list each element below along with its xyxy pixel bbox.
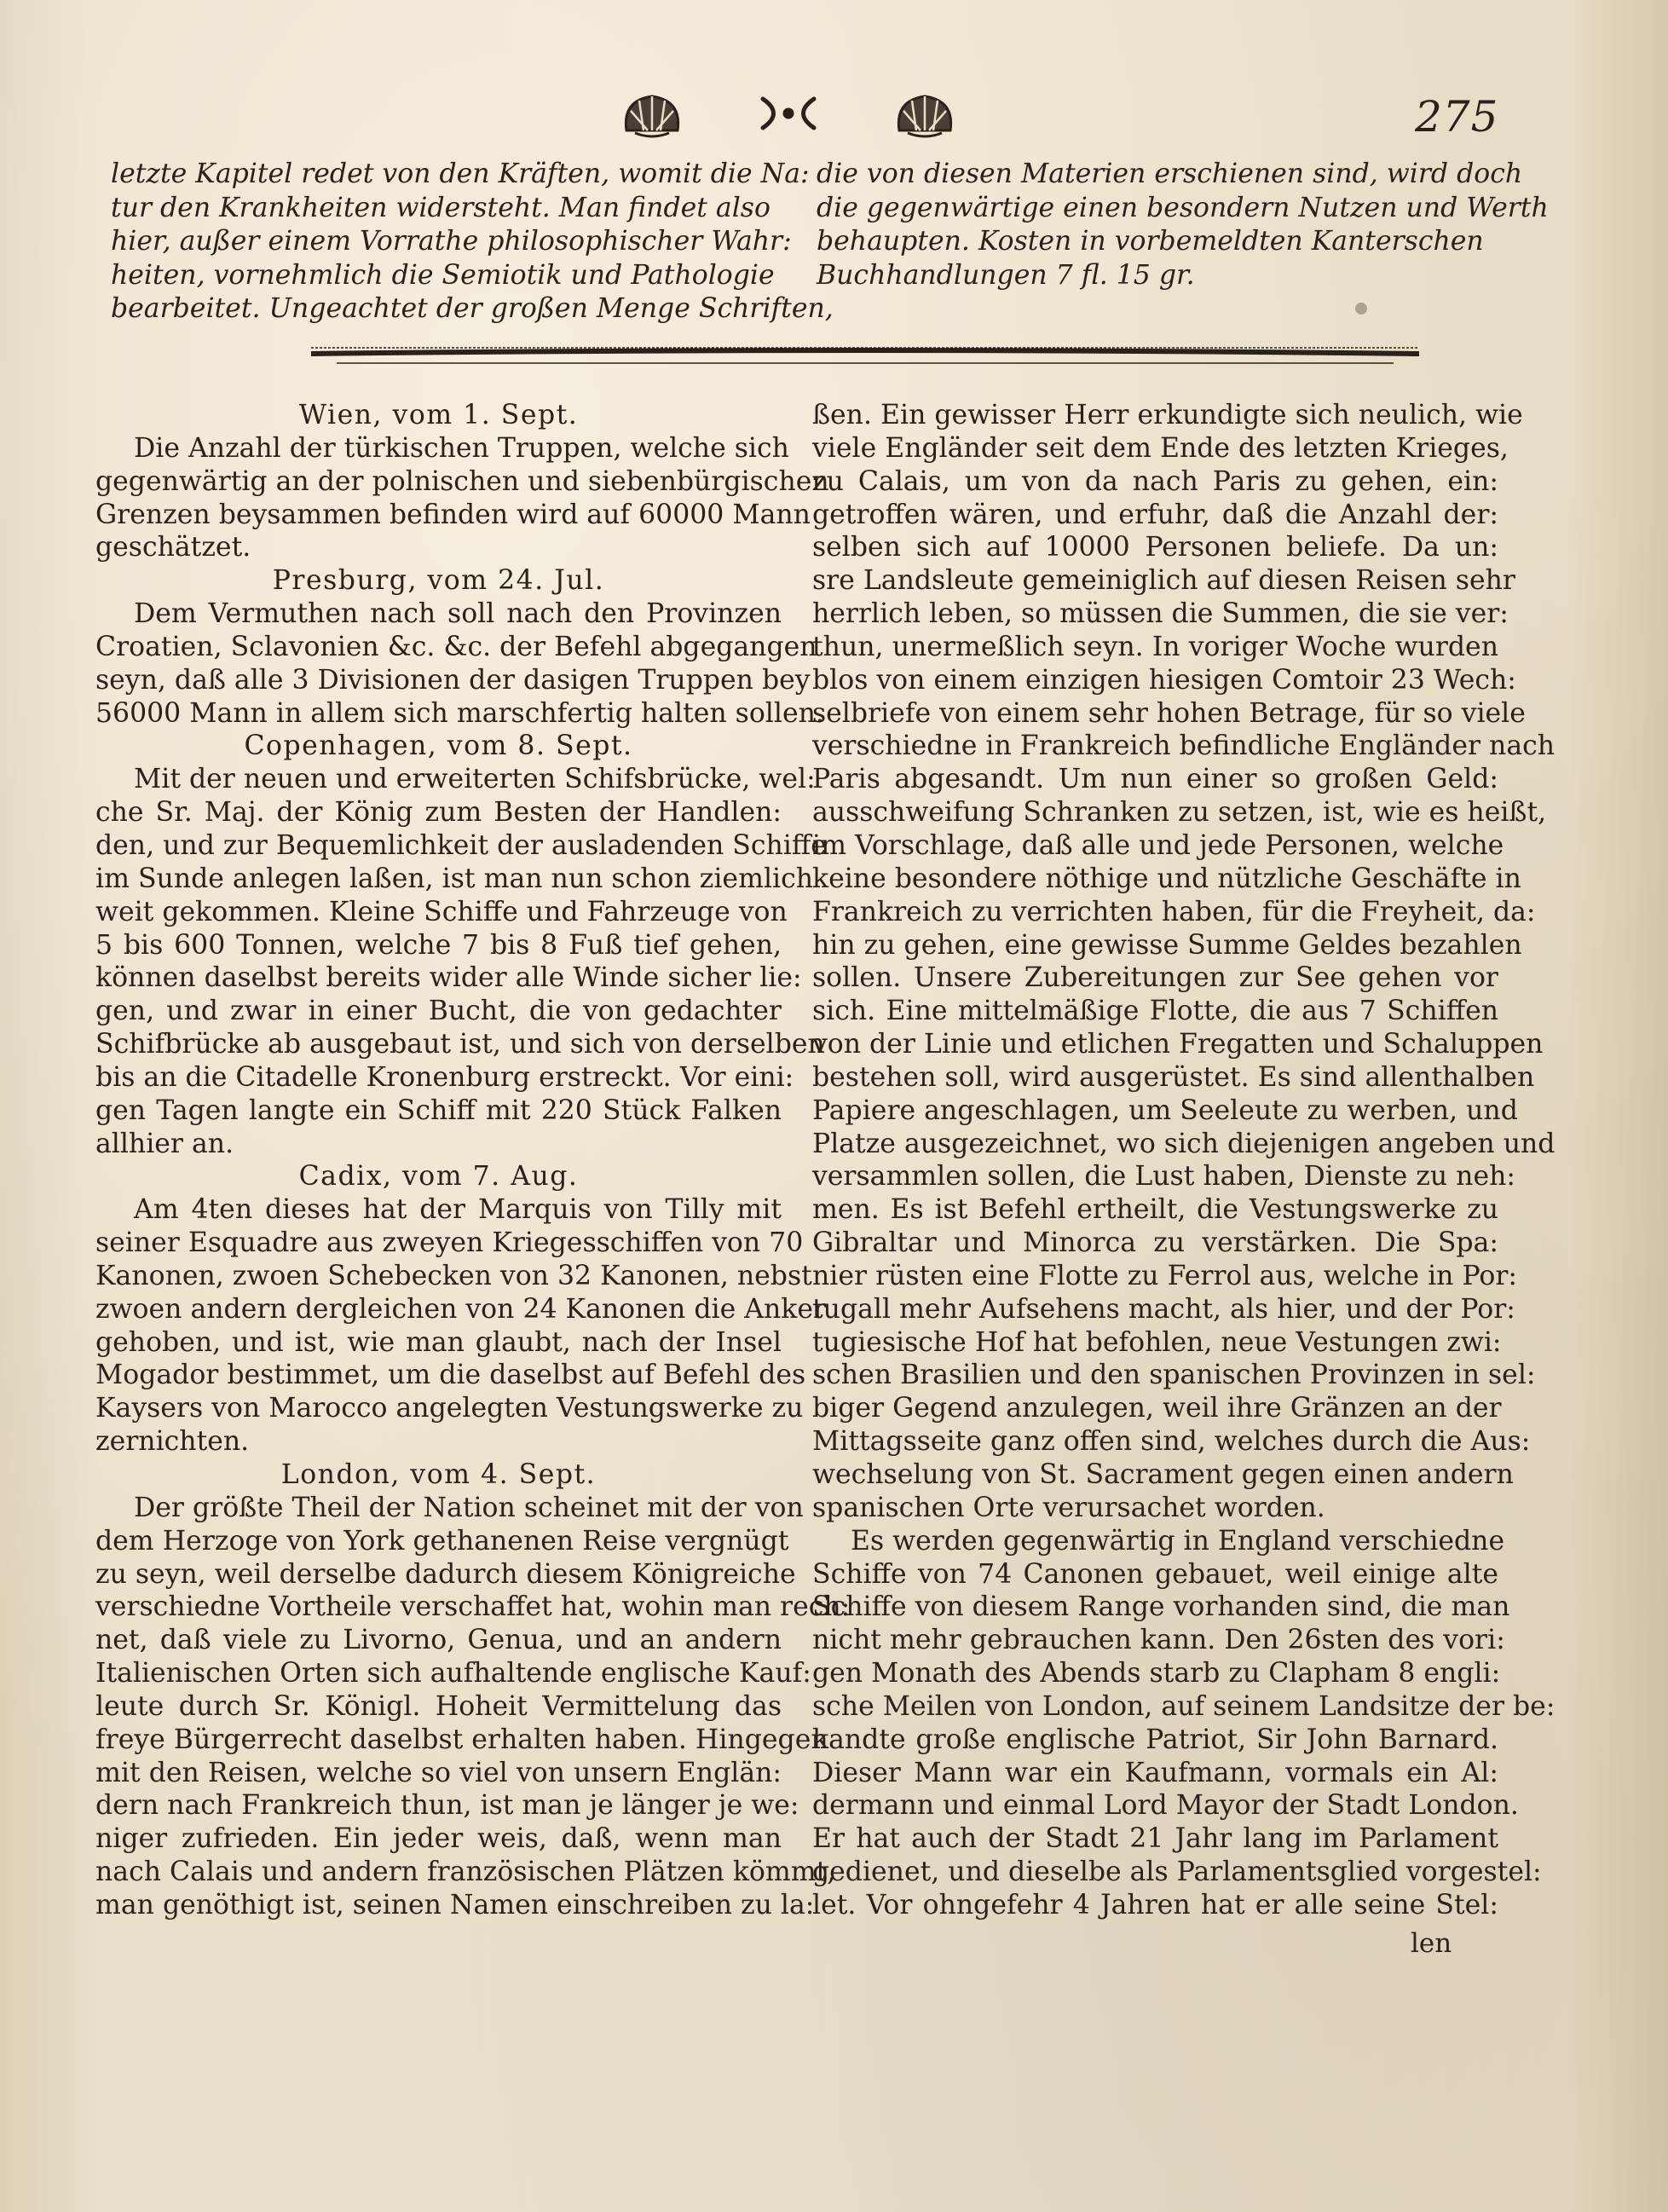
text-line: kandte große englische Patriot, Sir John Barnard. <box>812 1724 1498 1755</box>
text-line: Die Anzahl der türkischen Truppen, welche sich <box>134 432 789 464</box>
text-line: Grenzen beysammen befinden wird auf 60000 Mann <box>95 499 811 530</box>
top-continuation-left <box>111 158 834 326</box>
text-line: Schiffe von diesem Range vorhanden sind, die man <box>812 1591 1510 1623</box>
text-line: allhier an. <box>95 1128 234 1159</box>
text-line: Croatien, Sclavonien &c. &c. der Befehl abgegangen <box>95 631 817 662</box>
text-line: nier rüsten eine Flotte zu Ferrol aus, welche in Por: <box>812 1260 1517 1291</box>
text-line: freye Bürgerrecht daselbst erhalten haben. Hingegen <box>95 1724 828 1755</box>
text-line: tugall mehr Aufsehens macht, als hier, und der Por: <box>812 1293 1515 1325</box>
text-line: Er hat auch der Stadt 21 Jahr lang im Parlament <box>812 1823 1498 1855</box>
text-line: hin zu gehen, eine gewisse Summe Geldes bezahlen <box>812 929 1522 961</box>
text-line: dern nach Frankreich thun, ist man je länger je we: <box>95 1790 799 1822</box>
text-line: weit gekommen. Kleine Schiffe und Fahrzeuge von <box>95 896 788 927</box>
shell-ornament-left <box>626 96 678 136</box>
text-line: wechselung von St. Sacrament gegen einen andern <box>812 1459 1514 1490</box>
right-column <box>812 399 1555 1922</box>
text-line: che Sr. Maj. der König zum Besten der Handlen: <box>95 797 782 829</box>
text-line: zernichten. <box>95 1426 250 1458</box>
text-line: zwoen andern dergleichen von 24 Kanonen die Anker <box>95 1293 827 1325</box>
text-line: nicht mehr gebrauchen kann. Den 26sten des vori: <box>812 1625 1505 1656</box>
shell-ornament-right <box>898 96 950 136</box>
text-line: dermann und einmal Lord Mayor der Stadt London. <box>812 1790 1519 1822</box>
text-line: viele Engländer seit dem Ende des letzten Krieges, <box>812 432 1509 464</box>
text-line: Italienischen Orten sich aufhaltende englische Kauf: <box>95 1658 811 1689</box>
text-line: tur den Krankheiten widersteht. Man findet also <box>111 192 771 223</box>
text-line: Mogador bestimmet, um die daselbst auf Befehl des <box>95 1360 806 1391</box>
text-line: Dem Vermuthen nach soll nach den Provinzen <box>134 598 782 630</box>
text-line: thun, unermeßlich seyn. In voriger Woche wurden <box>812 631 1498 662</box>
text-line: den, und zur Bequemlichkeit der ausladenden Schiffe <box>95 829 827 861</box>
text-line: von der Linie und etlichen Fregatten und Schaluppen <box>812 1029 1544 1060</box>
dateline: Cadix, vom 7. Aug. <box>298 1161 579 1193</box>
page-number: 275 <box>1415 92 1499 141</box>
text-line: man genöthigt ist, seinen Namen einschreiben zu la: <box>95 1889 815 1920</box>
text-line: Schifbrücke ab ausgebaut ist, und sich von derselben <box>95 1029 825 1060</box>
scroll-ornament-center <box>763 99 814 128</box>
top-continuation-right <box>817 158 1549 292</box>
header-ornament <box>609 84 967 143</box>
text-line: bearbeitet. Ungeachtet der großen Menge Schriften, <box>111 293 834 324</box>
text-line: Kaysers von Marocco angelegten Vestungswerke zu <box>95 1393 804 1424</box>
text-line: 5 bis 600 Tonnen, welche 7 bis 8 Fuß tief gehen, <box>95 929 782 961</box>
text-line: die gegenwärtige einen besondern Nutzen und Werth <box>817 192 1549 223</box>
text-line: net, daß viele zu Livorno, Genua, und an andern <box>95 1625 782 1656</box>
dateline: Copenhagen, vom 8. Sept. <box>244 731 633 762</box>
text-line: 56000 Mann in allem sich marschfertig halten sollen. <box>95 697 824 729</box>
text-line: im Sunde anlegen laßen, ist man nun schon ziemlich <box>95 863 814 894</box>
text-line: Platze ausgezeichnet, wo sich diejenigen angeben und <box>812 1128 1555 1159</box>
text-line: verschiedne Vortheile verschaffet hat, wohin man rech: <box>95 1591 851 1623</box>
text-line: mit den Reisen, welche so viel von unsern Englän: <box>95 1757 782 1788</box>
text-line: letzte Kapitel redet von den Kräften, womit die Na: <box>111 159 810 189</box>
text-line: Der größte Theil der Nation scheinet mit der von <box>134 1492 804 1523</box>
text-line: Frankreich zu verrichten haben, für die Freyheit, da: <box>812 896 1536 927</box>
text-line: getroffen wären, und erfuhr, daß die Anzahl der: <box>812 499 1498 530</box>
text-line: versammlen sollen, die Lust haben, Dienste zu neh: <box>812 1161 1516 1193</box>
text-line: können daselbst bereits wider alle Winde sicher lie: <box>95 962 802 994</box>
text-line: schen Brasilien und den spanischen Provinzen in sel: <box>812 1360 1536 1391</box>
dateline: Wien, vom 1. Sept. <box>298 400 579 430</box>
text-line: ßen. Ein gewisser Herr erkundigte sich neulich, wie <box>812 400 1523 430</box>
text-line: Gibraltar und Minorca zu verstärken. Die Spa: <box>812 1227 1498 1259</box>
text-line: Mit der neuen und erweiterten Schifsbrücke, wel: <box>134 764 816 795</box>
text-line: Mittagsseite ganz offen sind, welches durch die Aus: <box>812 1426 1531 1458</box>
text-line: selben sich auf 10000 Personen beliefe. Da un: <box>812 532 1498 563</box>
text-line: im Vorschlage, daß alle und jede Personen, welche <box>812 829 1504 861</box>
text-line: niger zufrieden. Ein jeder weis, daß, wenn man <box>95 1823 782 1855</box>
text-line: gen Tagen langte ein Schiff mit 220 Stück Falken <box>95 1094 782 1126</box>
text-line: Am 4ten dieses hat der Marquis von Tilly mit <box>134 1194 782 1226</box>
text-line: Schiffe von 74 Canonen gebauet, weil einige alte <box>812 1558 1498 1590</box>
text-line: sollen. Unsere Zubereitungen zur See gehen vor <box>812 962 1498 994</box>
text-line: bis an die Citadelle Kronenburg erstreckt. Vor eini: <box>95 1061 794 1093</box>
ink-smudge <box>1355 303 1367 315</box>
text-line: nach Calais und andern französischen Plätzen kömmt, <box>95 1857 836 1888</box>
text-line: sche Meilen von London, auf seinem Landsitze der be: <box>812 1690 1555 1722</box>
text-line: biger Gegend anzulegen, weil ihre Gränzen an der <box>812 1393 1502 1424</box>
text-line: die von diesen Materien erschienen sind, wird doch <box>817 159 1523 189</box>
text-line: bestehen soll, wird ausgerüstet. Es sind allenthalben <box>812 1061 1535 1093</box>
text-line: men. Es ist Befehl ertheilt, die Vestungswerke zu <box>812 1194 1498 1226</box>
text-line: hier, außer einem Vorrathe philosophischer Wahr: <box>111 226 792 257</box>
text-line: sich. Eine mittelmäßige Flotte, die aus 7 Schiffen <box>812 996 1498 1027</box>
text-line: keine besondere nöthige und nützliche Geschäfte in <box>812 863 1521 894</box>
text-line: gegenwärtig an der polnischen und siebenbürgischen <box>95 465 829 497</box>
dateline: London, vom 4. Sept. <box>280 1459 597 1490</box>
text-line: geschätzet. <box>95 532 251 563</box>
text-line: behaupten. Kosten in vorbemeldten Kanterschen <box>817 226 1484 257</box>
text-line: leute durch Sr. Königl. Hoheit Vermittelung das <box>95 1690 782 1722</box>
text-line: zu Calais, um von da nach Paris zu gehen, ein: <box>812 465 1498 497</box>
text-line: verschiedne in Frankreich befindliche Engländer nach <box>812 731 1555 762</box>
text-line: Es werden gegenwärtig in England verschiedne <box>851 1525 1505 1556</box>
text-line: Dieser Mann war ein Kaufmann, vormals ein Al: <box>812 1757 1498 1788</box>
left-column <box>95 399 851 1922</box>
text-line: Paris abgesandt. Um nun einer so großen Geld: <box>812 764 1498 795</box>
text-line: let. Vor ohngefehr 4 Jahren hat er alle seine Stel: <box>812 1889 1498 1920</box>
text-line: dem Herzoge von York gethanenen Reise vergnügt <box>95 1525 789 1556</box>
text-line: gen Monath des Abends starb zu Clapham 8 engli: <box>812 1658 1501 1689</box>
text-line: ausschweifung Schranken zu setzen, ist, wie es heißt, <box>812 797 1547 829</box>
catchword: len <box>1411 1928 1452 1959</box>
dateline: Presburg, vom 24. Jul. <box>272 565 605 597</box>
text-line: selbriefe von einem sehr hohen Betrage, für so viele <box>812 697 1526 729</box>
text-line: sre Landsleute gemeiniglich auf diesen Reisen sehr <box>812 565 1515 597</box>
text-line: gehoben, und ist, wie man glaubt, nach der Insel <box>95 1326 782 1358</box>
text-line: gen, und zwar in einer Bucht, die von gedachter <box>95 996 782 1027</box>
text-line: seyn, daß alle 3 Divisionen der dasigen Truppen bey <box>95 664 811 696</box>
text-line: seiner Esquadre aus zweyen Kriegesschiffen von 70 <box>95 1227 804 1259</box>
text-line: Buchhandlungen 7 fl. 15 gr. <box>817 259 1195 291</box>
text-line: herrlich leben, so müssen die Summen, die sie ver: <box>812 598 1509 630</box>
text-line: Kanonen, zwoen Schebecken von 32 Kanonen, nebst <box>95 1260 812 1291</box>
text-line: spanischen Orte verursachet worden. <box>812 1492 1325 1523</box>
section-divider <box>311 343 1419 367</box>
text-line: blos von einem einzigen hiesigen Comtoir 23 Wech: <box>812 664 1516 696</box>
text-line: heiten, vornehmlich die Semiotik und Pathologie <box>111 259 775 291</box>
text-line: tugiesische Hof hat befohlen, neue Vestungen zwi: <box>812 1326 1502 1358</box>
text-line: zu seyn, weil derselbe dadurch diesem Königreiche <box>95 1558 796 1590</box>
text-line: gedienet, und dieselbe als Parlamentsglied vorgestel: <box>812 1857 1542 1888</box>
text-line: Papiere angeschlagen, um Seeleute zu werben, und <box>812 1094 1518 1126</box>
